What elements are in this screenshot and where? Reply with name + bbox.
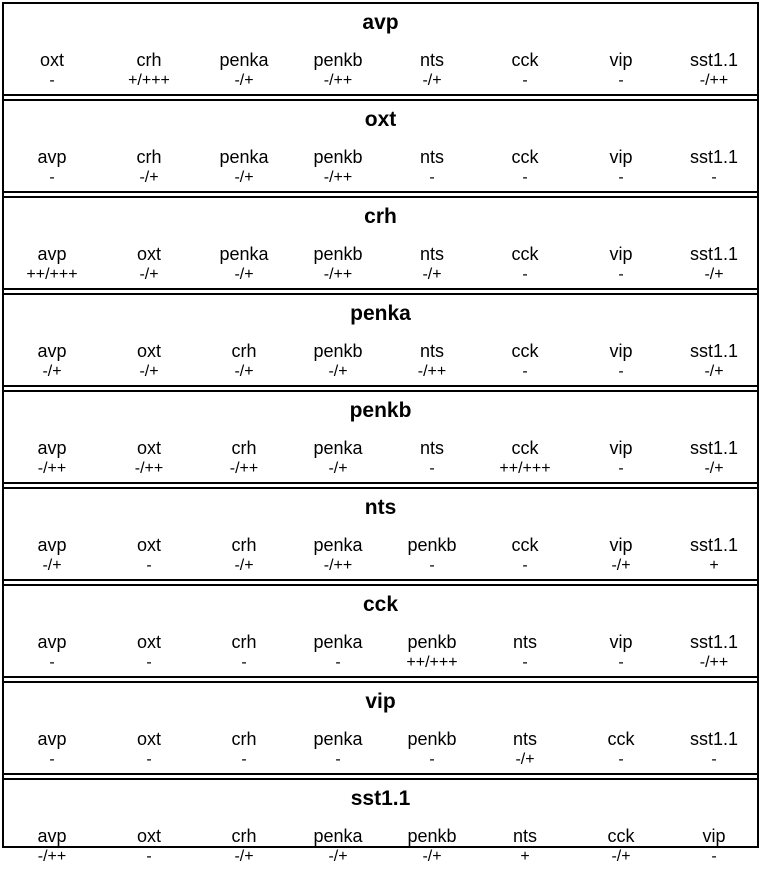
expression-level: -/+ [515,751,535,768]
expression-level: -/+ [328,848,348,865]
gene-name: vip [702,826,726,846]
expression-level: - [49,169,55,186]
block-title: penka [350,302,411,325]
expression-level: -/+ [704,363,724,380]
expression-level: -/++ [37,460,67,477]
block-title: penkb [349,399,412,422]
expression-level: -/++ [323,266,353,283]
gene-name: avp [37,535,67,555]
gene-name: crh [231,632,257,652]
expression-level: -/+ [234,848,254,865]
expression-level: -/+ [611,557,631,574]
expression-level: -/+ [422,72,442,89]
gene-name: penkb [313,341,363,361]
expression-level: + [709,557,719,574]
block-separator [4,191,757,198]
gene-name: cck [511,438,539,458]
gene-block [4,101,757,191]
gene-name: penka [313,729,363,749]
gene-block [4,780,757,870]
gene-name: sst1.1 [689,535,739,555]
expression-level: -/+ [139,363,159,380]
expression-level: - [241,654,247,671]
gene-name: vip [609,147,633,167]
expression-level: - [241,751,247,768]
gene-block [4,586,757,676]
expression-level: -/++ [323,557,353,574]
expression-level: - [429,751,435,768]
gene-block [4,295,757,385]
expression-level: - [429,460,435,477]
gene-block [4,4,757,94]
expression-level: -/+ [234,363,254,380]
gene-name: cck [511,50,539,70]
block-separator [4,94,757,101]
gene-name: penka [313,438,363,458]
gene-name: cck [607,729,635,749]
gene-name: avp [37,341,67,361]
gene-name: oxt [136,535,161,555]
gene-name: vip [609,244,633,264]
expression-level: -/+ [704,266,724,283]
expression-level: - [618,266,624,283]
gene-name: avp [37,729,67,749]
gene-name: cck [511,244,539,264]
block-separator [4,579,757,586]
expression-level: - [618,72,624,89]
gene-block [4,489,757,579]
expression-level: - [522,363,528,380]
expression-level: - [711,751,717,768]
gene-name: vip [609,438,633,458]
gene-block [4,392,757,482]
gene-name: sst1.1 [689,341,739,361]
gene-name: crh [136,147,162,167]
expression-level: - [522,654,528,671]
expression-level: ++/+++ [26,266,78,283]
gene-name: vip [609,341,633,361]
gene-name: penka [313,632,363,652]
gene-name: sst1.1 [689,147,739,167]
expression-level: - [618,460,624,477]
expression-level: - [146,848,152,865]
gene-name: penka [313,535,363,555]
gene-name: avp [37,147,67,167]
expression-level: -/+ [611,848,631,865]
gene-name: avp [37,244,67,264]
expression-level: -/+ [328,460,348,477]
expression-level: - [711,169,717,186]
gene-name: crh [231,535,257,555]
gene-name: cck [511,341,539,361]
gene-name: vip [609,632,633,652]
gene-name: sst1.1 [689,244,739,264]
expression-level: -/+ [422,848,442,865]
gene-name: sst1.1 [689,438,739,458]
gene-name: penkb [313,244,363,264]
expression-level: - [49,72,55,89]
expression-level: -/+ [139,266,159,283]
gene-name: oxt [39,50,64,70]
gene-name: oxt [136,729,161,749]
block-title: cck [362,593,399,616]
expression-level: ++/+++ [406,654,458,671]
expression-level: + [520,848,530,865]
gene-name: cck [511,147,539,167]
gene-name: penka [313,826,363,846]
block-separator [4,288,757,295]
expression-level: -/+ [422,266,442,283]
gene-name: penkb [313,147,363,167]
block-title: oxt [364,108,397,131]
expression-level: - [49,654,55,671]
gene-name: oxt [136,244,161,264]
gene-block [4,198,757,288]
gene-name: avp [37,438,67,458]
expression-level: -/++ [134,460,164,477]
expression-level: -/+ [704,460,724,477]
gene-name: nts [419,341,444,361]
gene-name: avp [37,632,67,652]
expression-level: -/+ [234,72,254,89]
gene-name: penkb [407,535,457,555]
expression-level: - [618,169,624,186]
gene-name: vip [609,535,633,555]
gene-name: crh [231,341,257,361]
block-title: vip [365,690,396,713]
expression-level: - [522,169,528,186]
expression-level: - [335,654,341,671]
block-title: avp [362,11,399,34]
gene-block [4,683,757,773]
expression-level: - [522,72,528,89]
expression-level: - [522,557,528,574]
expression-level: -/+ [234,169,254,186]
gene-name: crh [231,826,257,846]
block-title: sst1.1 [350,787,411,810]
expression-level: - [429,557,435,574]
block-separator [4,773,757,780]
expression-level: - [618,654,624,671]
expression-level: - [335,751,341,768]
expression-level: -/++ [37,848,67,865]
expression-level: -/++ [699,654,729,671]
gene-name: nts [419,438,444,458]
gene-name: oxt [136,826,161,846]
gene-name: oxt [136,341,161,361]
gene-name: avp [37,826,67,846]
gene-name: penkb [407,632,457,652]
expression-level: -/+ [139,169,159,186]
expression-level: - [49,751,55,768]
block-separator [4,385,757,392]
expression-level: -/+ [234,266,254,283]
expression-level: +/+++ [128,72,170,89]
gene-name: penka [219,244,269,264]
gene-name: nts [419,50,444,70]
block-title: nts [364,496,397,519]
gene-name: penkb [407,826,457,846]
block-separator [4,482,757,489]
gene-name: crh [136,50,162,70]
expression-level: -/+ [328,363,348,380]
gene-name: nts [419,147,444,167]
gene-name: penkb [407,729,457,749]
expression-level: -/++ [323,169,353,186]
block-title: crh [364,205,397,228]
expression-level: - [429,169,435,186]
expression-level: - [146,751,152,768]
expression-level: - [618,751,624,768]
gene-name: nts [512,729,537,749]
expression-level: -/+ [42,557,62,574]
gene-name: crh [231,729,257,749]
expression-level: -/+ [234,557,254,574]
gene-name: sst1.1 [689,729,739,749]
gene-name: penkb [313,50,363,70]
gene-name: nts [512,826,537,846]
gene-name: nts [512,632,537,652]
gene-name: cck [607,826,635,846]
expression-level: -/++ [229,460,259,477]
expression-level: -/++ [699,72,729,89]
gene-name: penka [219,147,269,167]
expression-level: - [618,363,624,380]
expression-level: - [711,848,717,865]
gene-name: sst1.1 [689,632,739,652]
gene-name: penka [219,50,269,70]
gene-name: crh [231,438,257,458]
expression-level: ++/+++ [499,460,551,477]
expression-level: -/+ [42,363,62,380]
expression-level: -/++ [417,363,447,380]
gene-name: vip [609,50,633,70]
gene-name: oxt [136,438,161,458]
expression-level: - [522,266,528,283]
expression-level: - [146,654,152,671]
block-separator [4,676,757,683]
gene-name: nts [419,244,444,264]
gene-name: sst1.1 [689,50,739,70]
gene-name: cck [511,535,539,555]
expression-level: -/++ [323,72,353,89]
coexpression-table [2,2,759,865]
gene-name: oxt [136,632,161,652]
expression-level: - [146,557,152,574]
